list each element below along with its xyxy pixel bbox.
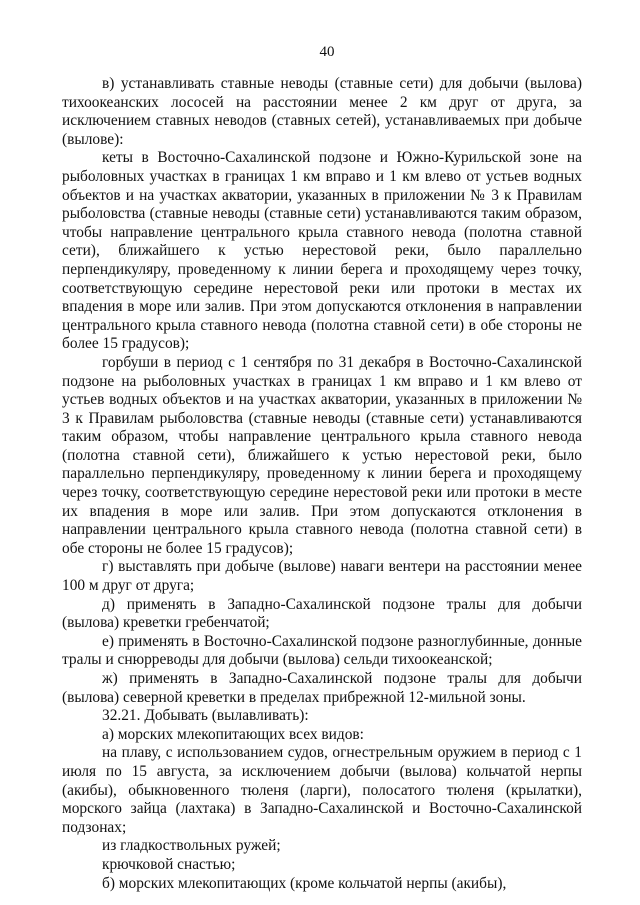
- paragraph-d: д) применять в Западно-Сахалинской подзоне тралы для добычи (вылова) креветки гребенчатой;: [62, 595, 582, 632]
- paragraph-gorbushi: горбуши в период с 1 сентября по 31 декабря в Восточно-Сахалинской подзоне на рыболовных участках в границах 1 км вправо и 1 км влево от устьев водных объектов и на участках акватории, указанных в приложении № 3 к Правилам рыболовства (ставные неводы (ставные сети) устанавливаются таким образом, чтобы направление центрального крыла ставного невода (полотна ставной сети), ближайшего к устью нерестовой реки, было параллельно перпендикуляру, проведенному к линии берега и проходящему через точку, соответствующую середине нерестовой реки или протоки в месте их впадения в море или залив. При этом допускаются отклонения в направлении центрального крыла ставного невода (полотна ставной сети) в обе стороны не более 15 градусов);: [62, 353, 582, 557]
- paragraph-kryuchkovoy: крючковой снастью;: [102, 855, 236, 873]
- paragraph-b: б) морских млекопитающих (кроме кольчатой нерпы (акибы),: [102, 874, 507, 892]
- paragraph-g: г) выставлять при добыче (вылове) наваги вентери на расстоянии менее 100 м друг от друга;: [62, 558, 582, 595]
- paragraph-zh: ж) применять в Западно-Сахалинской подзоне тралы для добычи (вылова) северной креветки в пределах прибрежной 12-мильной зоны.: [62, 670, 582, 706]
- paragraph-iz-ruzhey: из гладкоствольных ружей;: [102, 837, 281, 855]
- paragraph-na-plavu: на плаву, с использованием судов, огнестрельным оружием в период с 1 июля по 15 августа, за исключением добычи (вылова) кольчатой нерпы (акибы), обыкновенного тюленя (ларги), полосатого тюленя (крылатки), морского зайца (лахтака) в Западно-Сахалинской и Восточно-Сахалинской подзонах;: [62, 744, 582, 836]
- paragraph-kety: кеты в Восточно-Сахалинской подзоне и Южно-Курильской зоне на рыболовных участках в границах 1 км вправо и 1 км влево от устьев водных объектов и на участках акватории, указанных в приложении № 3 к Правилам рыболовства (ставные неводы (ставные сети) устанавливаются таким образом, чтобы направление центрального крыла ставного невода (полотна ставной сети), ближайшего к устью нерестовой реки, было параллельно перпендикуляру, проведенному к линии берега и проходящему через точку, соответствующую середине нерестовой реки или протоки в местах их впадения в море или залив. При этом допускаются отклонения в направлении центрального крыла ставного невода (полотна ставной сети) в обе стороны не более 15 градусов);: [62, 149, 582, 353]
- page-number: 40: [319, 44, 335, 60]
- paragraph-v: в) устанавливать ставные неводы (ставные сети) для добычи (вылова) тихоокеанских лососей на расстоянии менее 2 км друг от друга, за исключением ставных неводов (ставных сетей), устанавливаемых при добыче (вылове):: [62, 75, 582, 148]
- paragraph-32-21: 32.21. Добывать (вылавливать):: [102, 707, 309, 725]
- paragraph-e: е) применять в Восточно-Сахалинской подзоне разноглубинные, донные тралы и снюрреводы для добычи (вылова) сельди тихоокеанской;: [62, 632, 582, 669]
- paragraph-a: а) морских млекопитающих всех видов:: [102, 725, 364, 743]
